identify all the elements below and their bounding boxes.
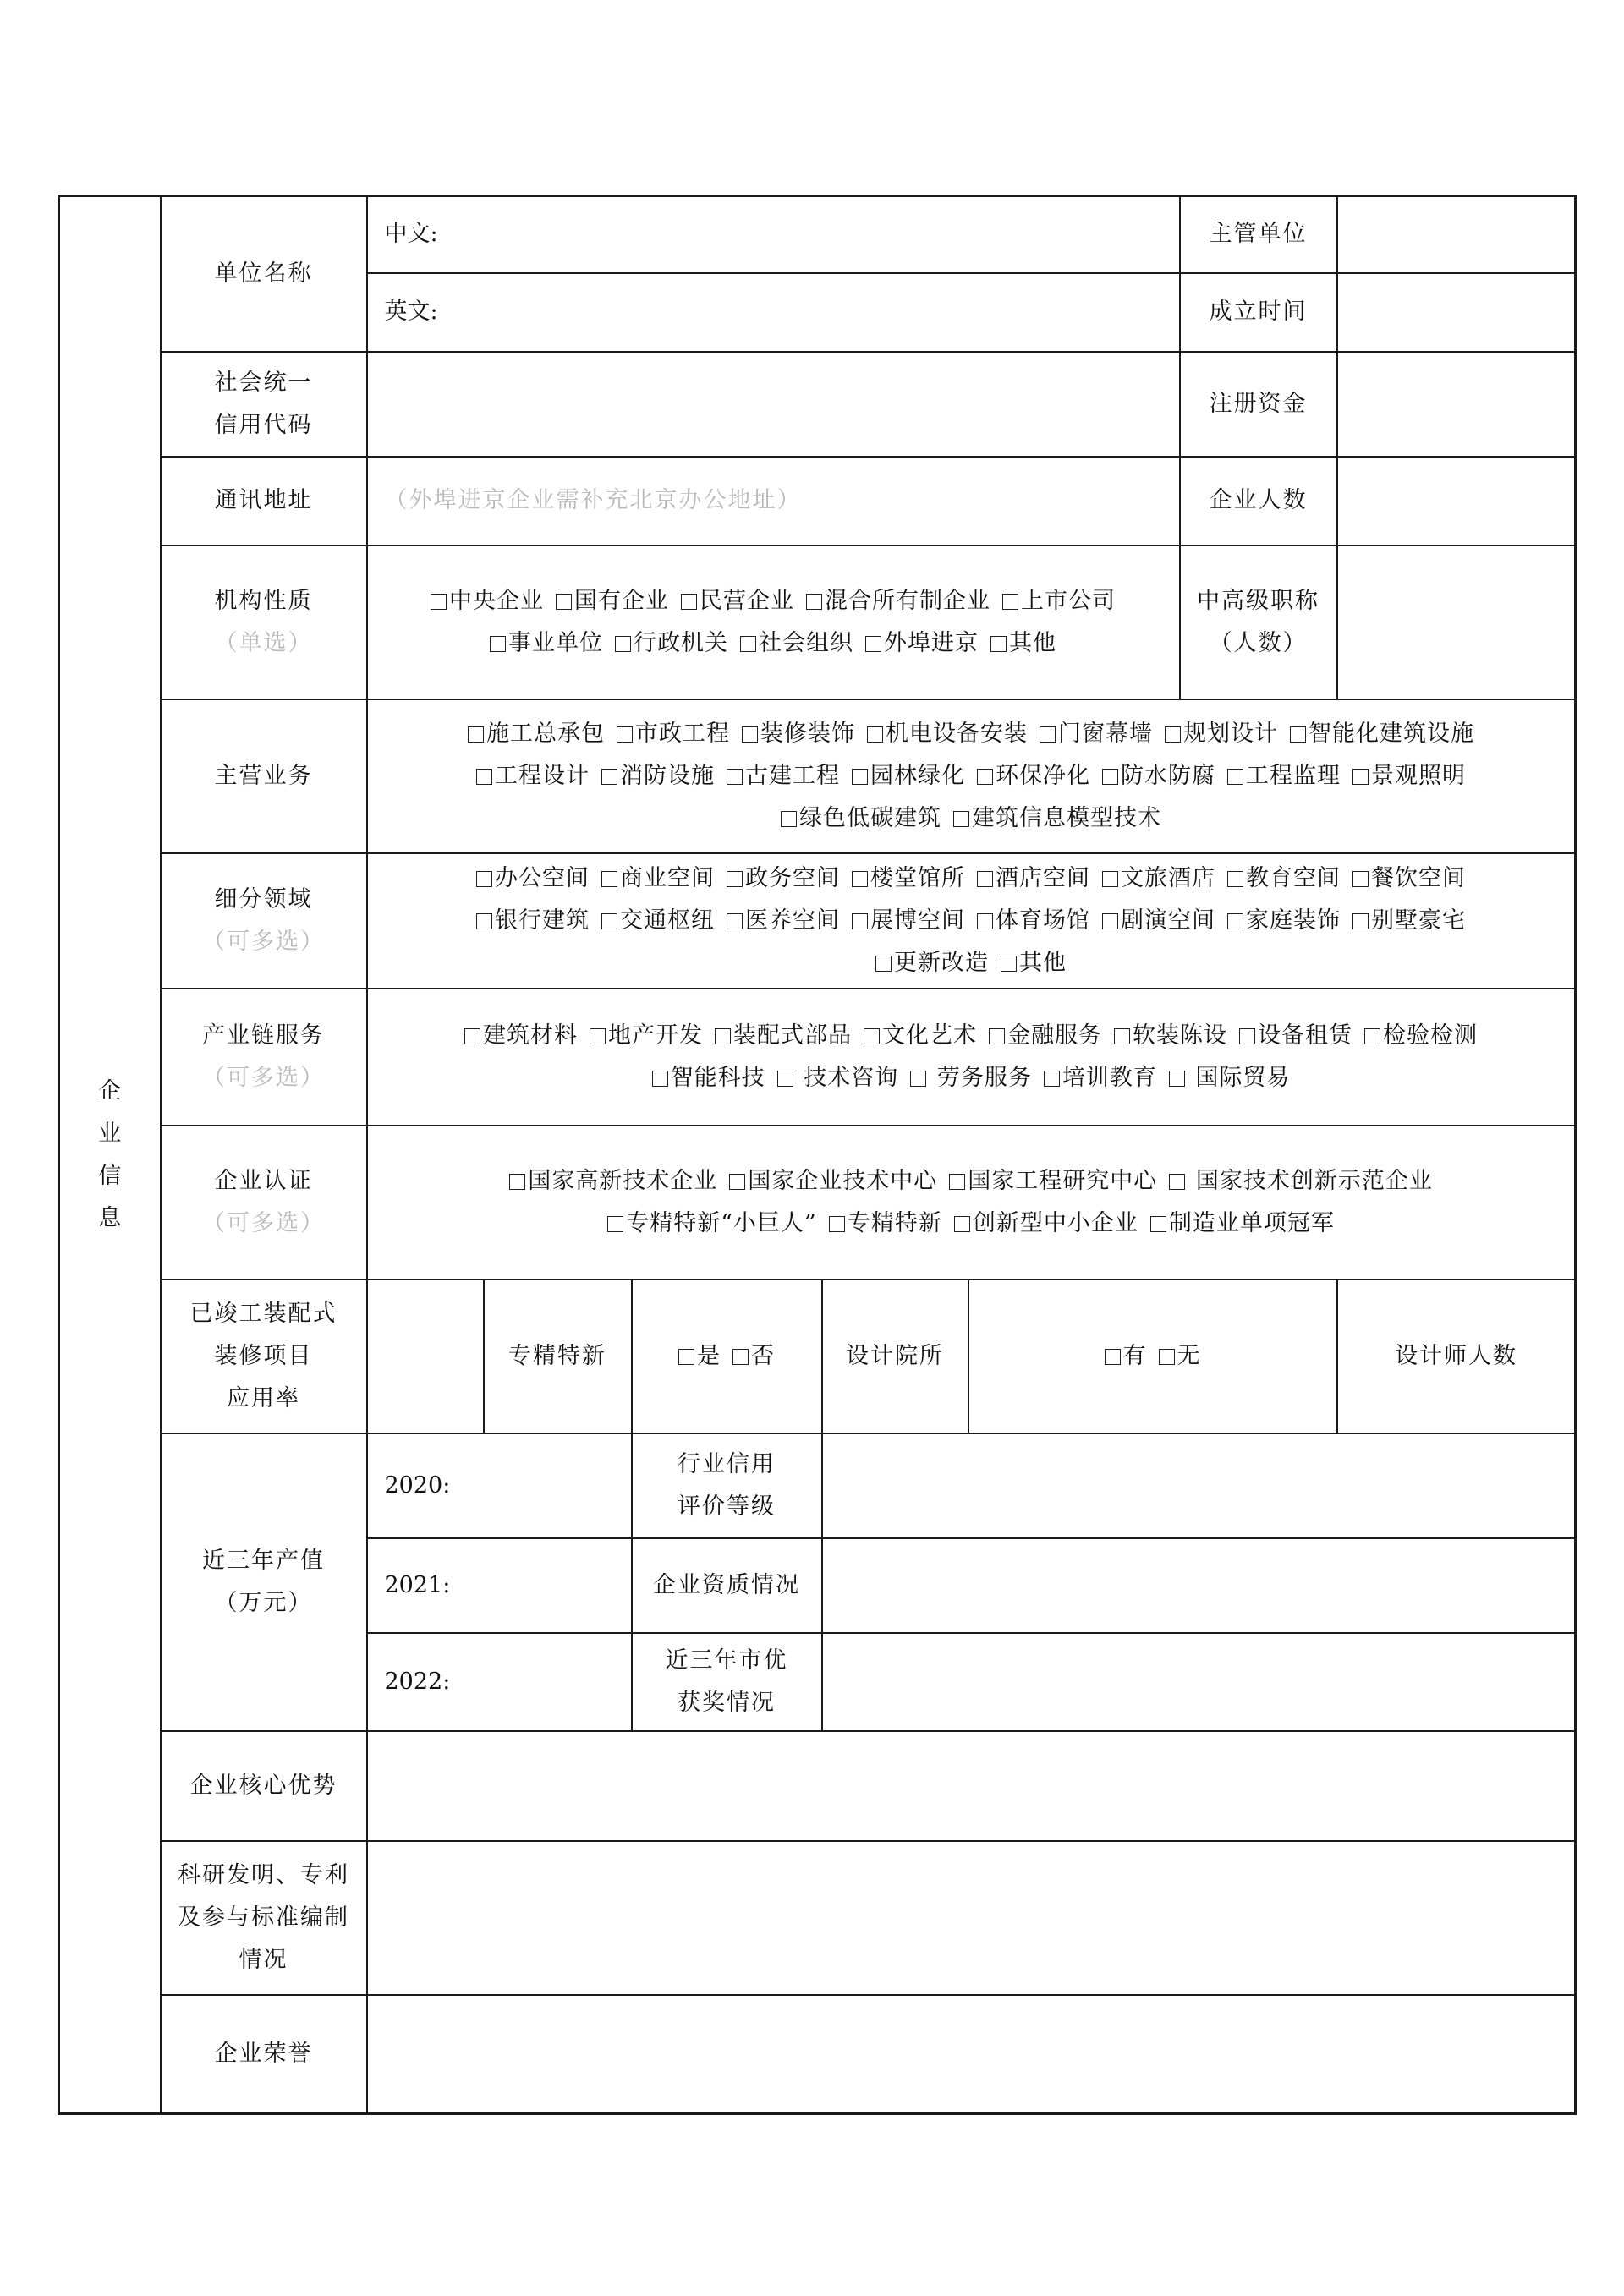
checkbox-icon[interactable] [781,811,797,827]
main-business-line [375,713,1568,755]
checkbox-icon[interactable] [953,811,969,827]
prefab-label: 已竣工装配式 装修项目 应用率 [161,1280,367,1433]
industry-chain-options [367,989,1576,1126]
main-business-option[interactable]: 施工总承包 [468,721,605,747]
main-business-option[interactable]: 建筑信息模型技术 [953,805,1161,831]
credit-code-field[interactable] [367,352,1180,457]
research-label: 科研发明、专利 及参与标准编制 情况 [161,1841,367,1995]
org-type-option[interactable]: 行政机关 [615,630,728,656]
org-type-option[interactable]: 社会组织 [740,630,853,656]
sub-field-option[interactable]: 展博空间 [852,907,965,934]
credit-rating-field[interactable] [822,1433,1576,1538]
specialized-label: 专精特新 [484,1280,632,1433]
output-2020-field[interactable] [367,1433,632,1538]
unit-name-cn-field[interactable] [367,196,1180,273]
sub-field-option[interactable]: 餐饮空间 [1352,865,1466,891]
checkbox-icon[interactable] [617,726,633,743]
checkbox-icon[interactable] [468,726,484,743]
unit-name-label: 单位名称 [161,196,367,352]
qualification-field[interactable] [822,1538,1576,1633]
checkbox-icon[interactable] [490,636,506,652]
certification-option[interactable]: 国家技术创新示范企业 [1169,1168,1433,1194]
certification-line [375,1160,1568,1203]
checkbox-icon[interactable] [949,1174,965,1190]
certification-option[interactable]: 专精特新“小巨人” [607,1210,817,1236]
sub-field-option[interactable]: 其他 [1001,950,1067,976]
main-business-option[interactable]: 机电设备安装 [867,721,1028,747]
output-2022-field[interactable] [367,1633,632,1731]
year-2021: 2021: [384,1571,451,1598]
award-field[interactable] [822,1633,1576,1731]
checkbox-icon[interactable] [1002,594,1018,610]
design-inst-none-option[interactable]: 无 [1159,1343,1201,1369]
enterprise-info-form [58,195,1577,2115]
supervisor-field[interactable] [1337,196,1576,273]
main-business-option[interactable]: 园林绿化 [852,763,965,789]
year-2020: 2020: [384,1471,451,1499]
checkbox-icon[interactable] [740,636,756,652]
checkbox-icon[interactable] [509,1174,525,1190]
checkbox-icon[interactable] [678,1349,694,1365]
checkbox-icon[interactable] [1102,769,1118,785]
checkbox-icon[interactable] [1114,1028,1130,1044]
checkbox-icon[interactable] [476,871,492,887]
sub-field-option[interactable]: 酒店空间 [977,865,1090,891]
year-2022: 2022: [384,1668,451,1695]
checkbox-icon[interactable] [1001,956,1017,972]
credit-rating-label: 行业信用 评价等级 [632,1433,822,1538]
main-business-option[interactable]: 环保净化 [977,763,1090,789]
sub-field-option[interactable]: 别墅豪宅 [1352,907,1466,934]
sub-field-option[interactable]: 剧演空间 [1102,907,1215,934]
capital-label: 注册资金 [1180,352,1337,457]
honors-field[interactable] [367,1995,1576,2114]
cn-prefix: 中文: [384,221,438,248]
checkbox-icon[interactable] [1102,913,1118,929]
checkbox-icon[interactable] [852,871,868,887]
staff-label: 企业人数 [1180,457,1337,545]
checkbox-icon[interactable] [1159,1349,1175,1365]
checkbox-icon[interactable] [590,1028,606,1044]
founded-label: 成立时间 [1180,273,1337,352]
honors-label: 企业荣誉 [161,1995,367,2114]
address-field[interactable] [367,457,1180,545]
checkbox-icon[interactable] [727,769,743,785]
industry-chain-option[interactable]: 国际贸易 [1169,1065,1291,1091]
section-label-enterprise-info: 企 业 信 息 [59,196,161,2114]
checkbox-icon[interactable] [867,726,883,743]
specialized-no-option[interactable]: 否 [732,1343,775,1369]
sub-field-option[interactable]: 商业空间 [601,865,715,891]
industry-chain-option[interactable]: 软装陈设 [1114,1022,1227,1049]
design-inst-have-option[interactable]: 有 [1105,1343,1147,1369]
qualification-label: 企业资质情况 [632,1538,822,1633]
checkbox-icon[interactable] [652,1071,668,1087]
main-business-label: 主营业务 [161,699,367,853]
research-field[interactable] [367,1841,1576,1995]
org-type-option[interactable]: 其他 [990,630,1056,656]
checkbox-icon[interactable] [1105,1349,1121,1365]
checkbox-icon[interactable] [1169,1174,1185,1190]
checkbox-icon[interactable] [977,871,993,887]
industry-chain-option[interactable]: 智能科技 [652,1065,765,1091]
certification-option[interactable]: 制造业单项冠军 [1150,1210,1335,1236]
certification-option[interactable]: 专精特新 [829,1210,942,1236]
credit-code-label: 社会统一 信用代码 [161,352,367,457]
sub-field-options [367,853,1576,989]
checkbox-icon[interactable] [727,913,743,929]
checkbox-icon[interactable] [476,913,492,929]
sub-field-line [375,900,1568,942]
certification-option[interactable]: 国家工程研究中心 [949,1168,1157,1194]
org-type-options [367,545,1180,699]
sub-field-option[interactable]: 体育场馆 [977,907,1090,934]
main-business-option[interactable]: 消防设施 [601,763,715,789]
design-inst-label: 设计院所 [822,1280,968,1433]
checkbox-icon[interactable] [990,636,1007,652]
checkbox-icon[interactable] [1169,1071,1185,1087]
checkbox-icon[interactable] [1239,1028,1255,1044]
sub-field-option[interactable]: 文旅酒店 [1102,865,1215,891]
design-inst-options [968,1280,1337,1433]
checkbox-icon[interactable] [864,1028,880,1044]
industry-chain-option[interactable]: 建筑材料 [464,1022,578,1049]
org-type-option[interactable]: 混合所有制企业 [806,588,990,614]
sub-field-line [375,942,1568,984]
certification-option[interactable]: 创新型中小企业 [954,1210,1138,1236]
checkbox-icon[interactable] [601,871,617,887]
sub-field-option[interactable]: 医养空间 [727,907,840,934]
industry-chain-line [375,1057,1568,1099]
checkbox-icon[interactable] [464,1028,480,1044]
address-label: 通讯地址 [161,457,367,545]
senior-title-field[interactable] [1337,545,1576,699]
certification-options [367,1126,1576,1280]
org-type-option[interactable]: 民营企业 [681,588,794,614]
industry-chain-option[interactable]: 劳务服务 [910,1065,1032,1091]
checkbox-icon[interactable] [732,1349,749,1365]
main-business-option[interactable]: 景观照明 [1352,763,1466,789]
checkbox-icon[interactable] [977,769,993,785]
sub-field-option[interactable]: 银行建筑 [476,907,590,934]
staff-field[interactable] [1337,457,1576,545]
main-business-line [375,755,1568,797]
checkbox-icon[interactable] [865,636,881,652]
main-business-option[interactable]: 工程监理 [1227,763,1341,789]
sub-field-option[interactable]: 办公空间 [476,865,590,891]
industry-chain-label: 产业链服务 （可多选） [161,989,367,1126]
core-advantage-label: 企业核心优势 [161,1731,367,1841]
industry-chain-option[interactable]: 金融服务 [989,1022,1102,1049]
main-business-options [367,699,1576,853]
certification-line [375,1203,1568,1245]
checkbox-icon[interactable] [556,594,572,610]
checkbox-icon[interactable] [607,1216,623,1232]
output-label: 近三年产值 （万元） [161,1433,367,1731]
checkbox-icon[interactable] [476,769,492,785]
checkbox-icon[interactable] [1165,726,1181,743]
specialized-options [632,1280,822,1433]
checkbox-icon[interactable] [954,1216,970,1232]
industry-chain-option[interactable]: 地产开发 [590,1022,703,1049]
checkbox-icon[interactable] [681,594,697,610]
sub-field-option[interactable]: 楼堂馆所 [852,865,965,891]
checkbox-icon[interactable] [1227,871,1243,887]
certification-option[interactable]: 国家高新技术企业 [509,1168,717,1194]
checkbox-icon[interactable] [777,1071,793,1087]
founded-field[interactable] [1337,273,1576,352]
en-prefix: 英文: [384,299,438,325]
org-type-line [375,580,1172,622]
main-business-option[interactable]: 规划设计 [1165,721,1278,747]
checkbox-icon[interactable] [431,594,447,610]
sub-field-option[interactable]: 交通枢纽 [601,907,715,934]
checkbox-icon[interactable] [1352,913,1369,929]
checkbox-icon[interactable] [989,1028,1005,1044]
org-type-label: 机构性质 （单选） [161,545,367,699]
checkbox-icon[interactable] [601,913,617,929]
checkbox-icon[interactable] [829,1216,845,1232]
checkbox-icon[interactable] [852,769,868,785]
main-business-option[interactable]: 古建工程 [727,763,840,789]
industry-chain-line [375,1015,1568,1057]
capital-field[interactable] [1337,352,1576,457]
main-business-option[interactable]: 市政工程 [617,721,730,747]
org-type-option[interactable]: 事业单位 [490,630,603,656]
certification-option[interactable]: 国家企业技术中心 [729,1168,937,1194]
supervisor-label: 主管单位 [1180,196,1337,273]
main-business-line [375,797,1568,840]
main-business-option[interactable]: 工程设计 [476,763,590,789]
output-2021-field[interactable] [367,1538,632,1633]
checkbox-icon[interactable] [910,1071,926,1087]
unit-name-en-field[interactable] [367,273,1180,352]
checkbox-icon[interactable] [601,769,617,785]
checkbox-icon[interactable] [1352,769,1369,785]
award-label: 近三年市优 获奖情况 [632,1633,822,1731]
industry-chain-option[interactable]: 培训教育 [1044,1065,1157,1091]
specialized-yes-option[interactable]: 是 [678,1343,721,1369]
org-type-option[interactable]: 国有企业 [556,588,669,614]
main-business-option[interactable]: 装修装饰 [742,721,855,747]
checkbox-icon[interactable] [977,913,993,929]
sub-field-option[interactable]: 更新改造 [875,950,989,976]
checkbox-icon[interactable] [1290,726,1306,743]
main-business-option[interactable]: 防水防腐 [1102,763,1215,789]
checkbox-icon[interactable] [1227,769,1243,785]
checkbox-icon[interactable] [615,636,631,652]
designer-count-label: 设计师人数 [1337,1280,1576,1433]
checkbox-icon[interactable] [1040,726,1056,743]
certification-label: 企业认证 （可多选） [161,1126,367,1280]
checkbox-icon[interactable] [715,1028,731,1044]
sub-field-option[interactable]: 教育空间 [1227,865,1341,891]
industry-chain-option[interactable]: 设备租赁 [1239,1022,1352,1049]
main-business-option[interactable]: 绿色低碳建筑 [781,805,941,831]
checkbox-icon[interactable] [1364,1028,1380,1044]
checkbox-icon[interactable] [729,1174,745,1190]
industry-chain-option[interactable]: 文化艺术 [864,1022,977,1049]
main-business-option[interactable]: 门窗幕墙 [1040,721,1153,747]
checkbox-icon[interactable] [1102,871,1118,887]
checkbox-icon[interactable] [852,913,868,929]
industry-chain-option[interactable]: 装配式部品 [715,1022,852,1049]
address-hint: （外埠进京企业需补充北京办公地址） [384,487,802,513]
checkbox-icon[interactable] [1227,913,1243,929]
senior-title-label: 中高级职称 （人数） [1180,545,1337,699]
checkbox-icon[interactable] [875,956,892,972]
sub-field-line [375,858,1568,900]
org-type-line [375,622,1172,665]
checkbox-icon[interactable] [727,871,743,887]
checkbox-icon[interactable] [1150,1216,1166,1232]
sub-field-label: 细分领域 （可多选） [161,853,367,989]
sub-field-option[interactable]: 家庭装饰 [1227,907,1341,934]
org-type-option[interactable]: 中央企业 [431,588,544,614]
industry-chain-option[interactable]: 检验检测 [1364,1022,1478,1049]
sub-field-option[interactable]: 政务空间 [727,865,840,891]
org-type-option[interactable]: 外埠进京 [865,630,979,656]
prefab-rate-field[interactable] [367,1280,484,1433]
checkbox-icon[interactable] [1044,1071,1060,1087]
org-type-option[interactable]: 上市公司 [1002,588,1116,614]
core-advantage-field[interactable] [367,1731,1576,1841]
checkbox-icon[interactable] [806,594,822,610]
checkbox-icon[interactable] [1352,871,1369,887]
main-business-option[interactable]: 智能化建筑设施 [1290,721,1474,747]
checkbox-icon[interactable] [742,726,758,743]
industry-chain-option[interactable]: 技术咨询 [777,1065,899,1091]
